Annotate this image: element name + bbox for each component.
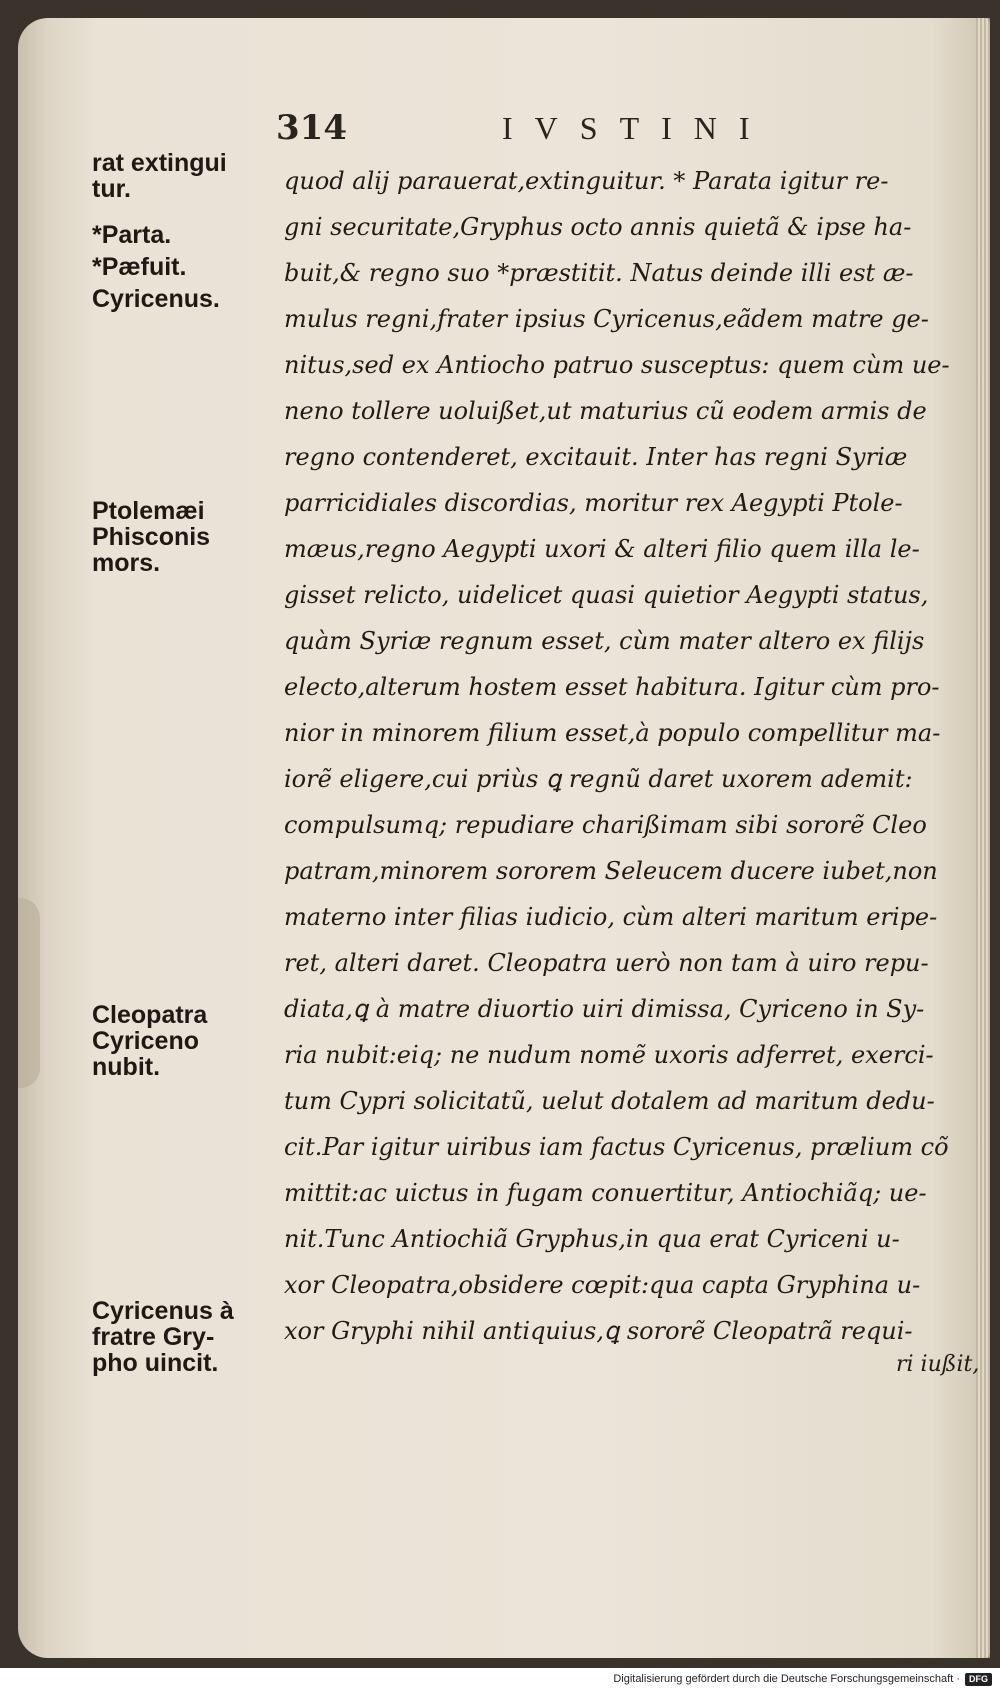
text-line: ria nubit:eiq; ne nudum nomẽ uxoris adferret, exerci- [284,1041,934,1069]
text-line: tum Cypri solicitatũ, uelut dotalem ad maritum dedu- [284,1087,935,1115]
footer-credit: Digitalisierung gefördert durch die Deutsche Forschungsgemeinschaft · [613,1673,960,1685]
text-line: materno inter filias iudicio, cùm alteri maritum eripe- [284,903,938,931]
text-line: xor Cleopatra,obsidere cœpit:qua capta Gryphina u- [284,1271,921,1299]
text-line: patram,minorem sororem Seleucem ducere iubet,non [284,857,938,885]
text-line: compulsumq; repudiare charißimam sibi sororẽ Cleo [284,811,927,839]
text-line: diata,ꝗ à matre diuortio uiri dimissa, Cyriceno in Sy- [284,995,925,1023]
text-line: quàm Syriæ regnum esset, cùm mater altero ex filijs [284,627,925,655]
margin-note: *Pæfuit. [92,253,187,281]
text-line: quod alij parauerat,extinguitur. * Parata igitur re- [284,167,889,195]
text-line: gisset relicto, uidelicet quasi quietior Aegypti status, [284,581,929,609]
text-line: gni securitate,Gryphus octo annis quietã & ipse ha- [284,213,912,241]
margin-note: Cyricenus à fratre Gry- pho uincit. [92,1297,234,1377]
text-line: iorẽ eligere,cui priùs ꝗ regnũ daret uxorem ademit: [284,765,913,793]
text-line: mulus regni,frater ipsius Cyricenus,eãdem matre ge- [284,305,929,333]
text-line: mittit:ac uictus in fugam conuertitur, Antiochiãq; ue- [284,1179,927,1207]
margin-note: Cleopatra Cyriceno nubit. [92,1001,208,1081]
text-line: mæus,regno Aegypti uxori & alteri filio quem illa le- [284,535,920,563]
margin-notes [92,150,282,1400]
margin-note: Ptolemæi Phisconis mors. [92,497,211,577]
text-line: xor Gryphi nihil antiquius,ꝗ sororẽ Cleopatrã requi- [284,1317,913,1345]
text-line: regno contenderet, excitauit. Inter has regni Syriæ [284,443,908,471]
main-text [284,158,984,1498]
text-line: nit.Tunc Antiochiã Gryphus,in qua erat Cyriceni u- [284,1225,900,1253]
text-line: nior in minorem filium esset,à populo compellitur ma- [284,719,941,747]
page-header [272,108,992,154]
page-number: 314 [276,108,347,148]
running-title: IVSTINI [502,110,772,146]
text-line: buit,& regno suo *præstitit. Natus deinde illi est æ- [284,259,914,287]
binding-clasp-mark [18,898,40,1088]
text-line: ret, alteri daret. Cleopatra uerò non tam à uiro repu- [284,949,929,977]
text-line: neno tollere uoluißet,ut maturius cũ eodem armis de [284,397,927,425]
catchword: ri iußit, [896,1352,980,1377]
margin-note: *Parta. [92,221,172,249]
text-line: cit.Par igitur uiribus iam factus Cyricenus, prælium cõ [284,1133,949,1161]
text-line: electo,alterum hostem esset habitura. Igitur cùm pro- [284,673,940,701]
text-line: nitus,sed ex Antiocho patruo susceptus: quem cùm ue- [284,351,950,379]
margin-note: rat extingui tur. [92,149,227,203]
margin-note: Cyricenus. [92,285,220,313]
digitization-footer [0,1668,1000,1693]
dfg-logo: DFG [965,1673,992,1686]
text-line: parricidiales discordias, moritur rex Aegypti Ptole- [284,489,903,517]
